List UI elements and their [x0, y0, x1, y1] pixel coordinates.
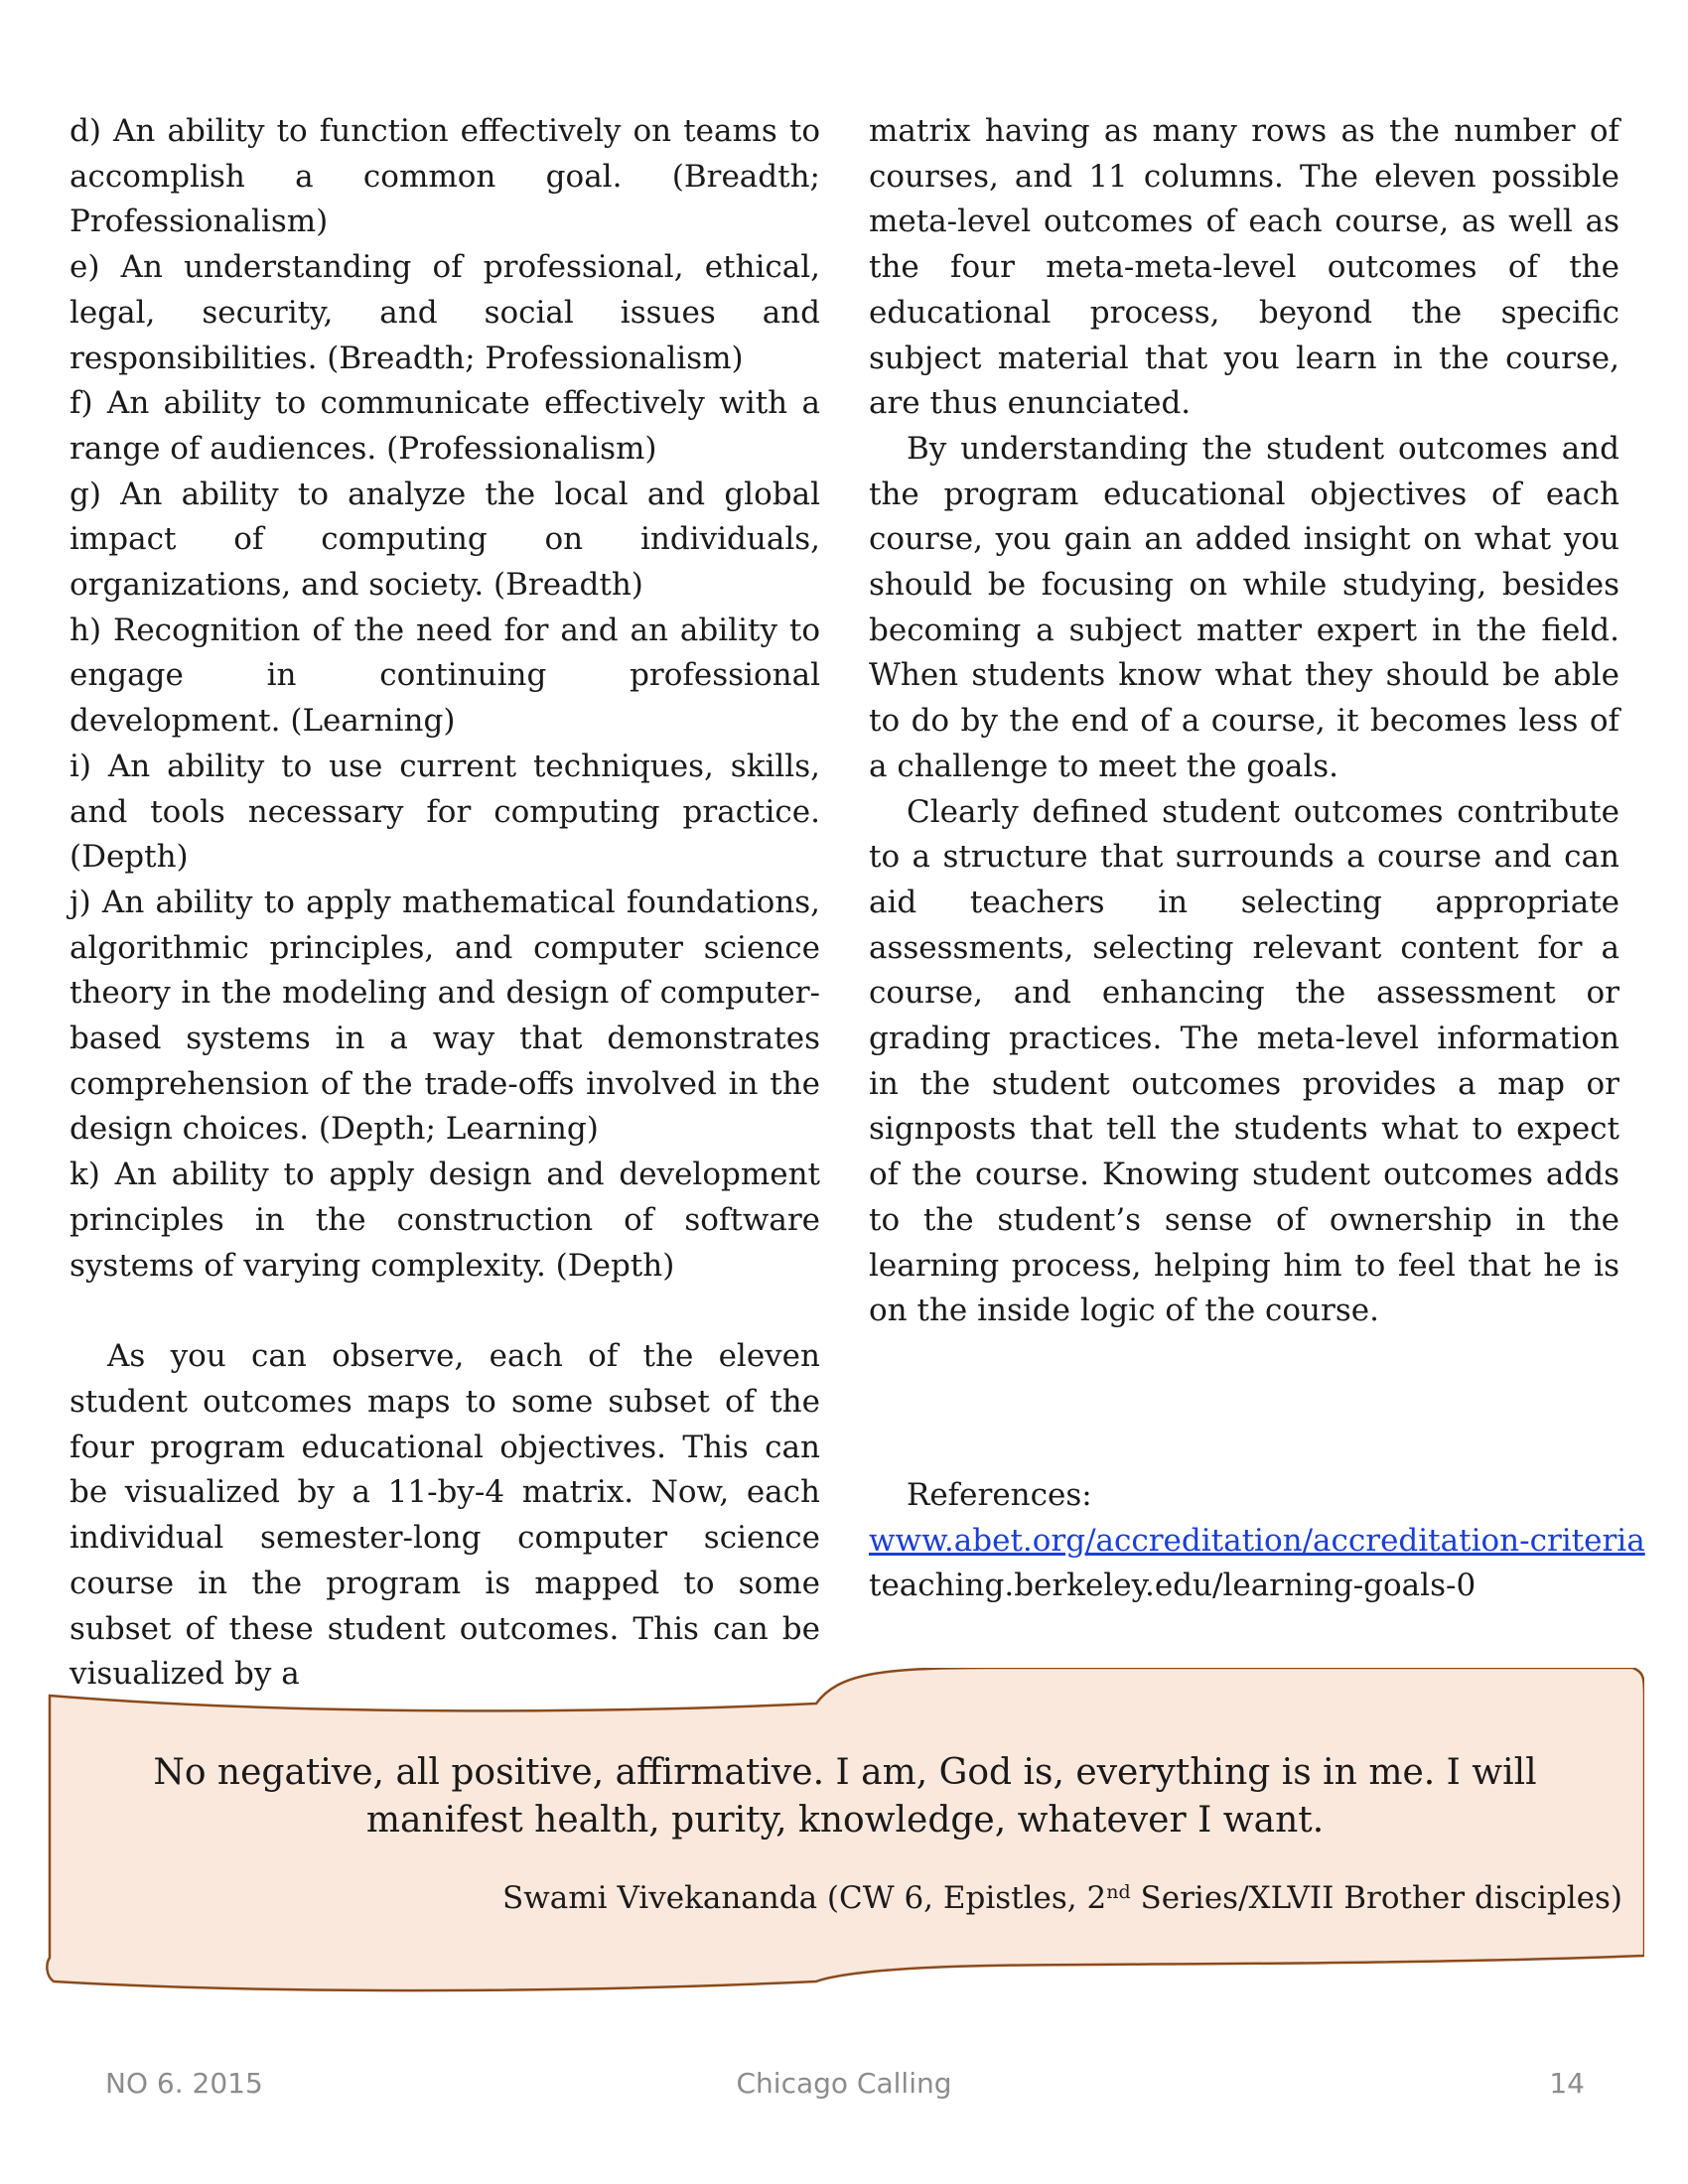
matrix-paragraph: matrix having as many rows as the number of courses, and 11 columns. The eleven possible meta-level outcomes of each course, as well as the four meta-meta-level outcomes of the educational process, beyond the specific subject material that you learn in the course, are thus enunciated.	[869, 113, 1619, 422]
quote-attribution	[502, 1878, 1622, 1918]
references-gap	[869, 1334, 1619, 1473]
outcome-d: d) An ability to function effectively on teams to accomplish a common goal. (Breadth; Professionalism)	[70, 113, 820, 240]
outcome-g: g) An ability to analyze the local and global impact of computing on individuals, organizations, and society. (Breadth)	[70, 476, 820, 604]
outcome-f: f) An ability to communicate effectively with a range of audiences. (Professionalism)	[70, 385, 820, 467]
outcome-e: e) An understanding of professional, ethical, legal, security, and social issues and responsibilities. (Breadth; Professionalism)	[70, 249, 820, 376]
left-column	[70, 109, 820, 1698]
ordinal-suffix: nd	[1106, 1881, 1131, 1903]
outcome-h: h) Recognition of the need for and an ability to engage in continuing professional development. (Learning)	[70, 612, 820, 740]
quote-text: No negative, all positive, affirmative. I am, God is, everything is in me. I will manifest health, purity, knowledge, whatever I want.	[153, 1752, 1537, 1841]
insight-paragraph: By understanding the student outcomes and the program educational objectives of each course, you gain an added insight on what you should be focusing on while studying, besides becoming a subject matter expert in the field. When students know what they should be able to do by the end of a course, it becomes less of a challenge to meet the goals.	[869, 430, 1619, 784]
attribution-end: Series/XLVII Brother disciples)	[1130, 1880, 1622, 1916]
closing-paragraph: As you can observe, each of the eleven student outcomes maps to some subset of the four program educational objectives. This can be visualized by a 11-by-4 matrix. Now, each individual semester-long computer science course in the program is mapped to some subset of these student outcomes. This can be visualized by a	[70, 1338, 820, 1693]
page-number: 14	[1549, 2067, 1585, 2100]
outcome-j: j) An ability to apply mathematical foundations, algorithmic principles, and computer science theory in the modeling and design of computer-based systems in a way that demonstrates comprehension of the trade-offs involved in the design choices. (Depth; Learning)	[70, 884, 820, 1148]
references-label: References:	[907, 1476, 1092, 1513]
berkeley-reference: teaching.berkeley.edu/learning-goals-0	[869, 1568, 1477, 1604]
issue-label: NO 6. 2015	[105, 2067, 263, 2100]
right-column	[869, 109, 1645, 1609]
outcome-i: i) An ability to use current techniques, skills, and tools necessary for computing practice. (Depth)	[70, 748, 820, 876]
page-footer	[0, 2067, 1688, 2107]
quote-box	[46, 1668, 1644, 1995]
paragraph-gap	[70, 1289, 820, 1334]
outcome-k: k) An ability to apply design and development principles in the construction of software systems of varying complexity. (Depth)	[70, 1157, 820, 1284]
attribution-start: Swami Vivekananda (CW 6, Epistles, 2	[502, 1880, 1107, 1916]
structure-paragraph: Clearly defined student outcomes contribute to a structure that surrounds a course and can aid teachers in selecting appropriate assessments, selecting relevant content for a course, and enhancing the assessment or grading practices. The meta-level information in the student outcomes provides a map or signposts that tell the students what to expect of the course. Knowing student outcomes adds to the student’s sense of ownership in the learning process, helping him to feel that he is on the inside logic of the course.	[869, 793, 1619, 1329]
publication-title: Chicago Calling	[736, 2067, 952, 2100]
abet-reference-link[interactable]: www.abet.org/accreditation/accreditation-criteria	[869, 1522, 1645, 1559]
